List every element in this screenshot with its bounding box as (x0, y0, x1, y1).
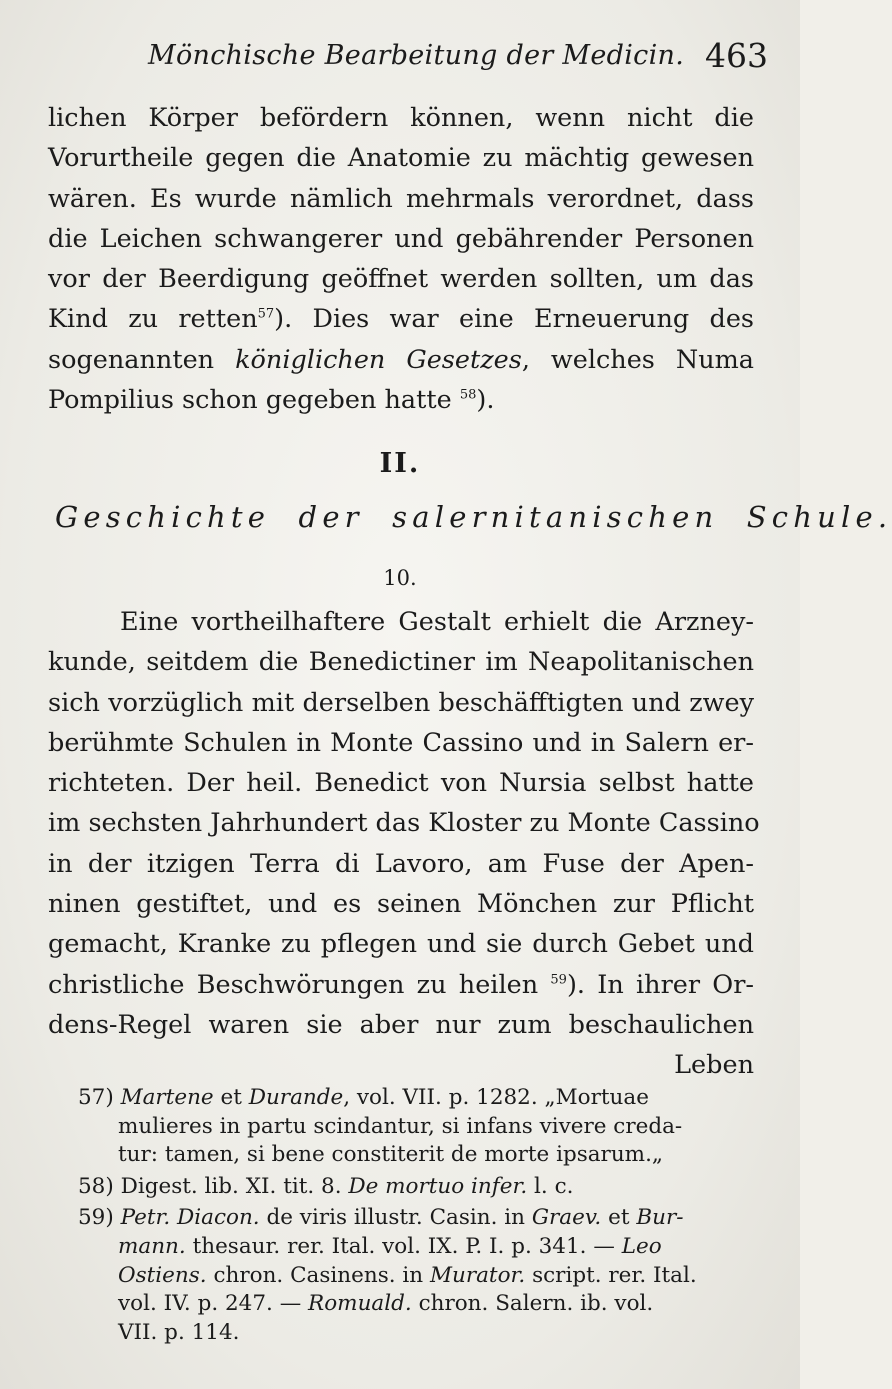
author-name: Romuald. (308, 1291, 412, 1317)
footnote-line: mulieres in partu scindantur, si infans vivere creda- (118, 1113, 683, 1139)
text-line: Eine vortheilhaftere Gestalt erhielt die Arzney- (120, 607, 754, 637)
footnote-line (78, 1084, 754, 1113)
author-name: Petr. Diacon. (120, 1205, 260, 1231)
text-segment: de viris illustr. Casin. in (266, 1205, 525, 1231)
text-segment: . (486, 385, 495, 416)
text-line: gemacht, Kranke zu pflegen und sie durch Gebet und (48, 929, 754, 960)
footnote-number: 58) (78, 1173, 114, 1199)
running-header (148, 36, 768, 86)
text-segment: l. c. (534, 1173, 574, 1199)
footnote-57 (78, 1084, 754, 1170)
running-title: Mönchische Bearbeitung der Medicin. (148, 40, 685, 71)
paragraph-number: 10. (383, 566, 417, 590)
footnote-line (78, 1204, 754, 1233)
text-line: kunde, seitdem die Benedictiner im Neapolitanischen (48, 647, 754, 678)
text-segment: et (220, 1085, 242, 1110)
footnote-line (78, 1233, 754, 1262)
footnote-58 (78, 1173, 754, 1202)
text-segment: thesaur. rer. Ital. vol. IX. P. I. p. 341. — (192, 1233, 615, 1259)
text-line: Vorurtheile gegen die Anatomie zu mächtig gewesen (48, 143, 754, 174)
footnote-line: tur: tamen, si bene constiterit de morte ipsarum.„ (118, 1142, 664, 1168)
text-line: Pompilius schon gegeben hatte $^{58}$). (48, 385, 495, 416)
text-line: richteten. Der heil. Benedict von Nursia selbst hatte (48, 768, 754, 799)
text-line: vor der Beerdigung geöffnet werden sollten, um das (48, 264, 754, 295)
emphasis-text: königlichen Gesetzes (235, 344, 522, 375)
text-segment: . In ihrer Or- (576, 969, 755, 1000)
footnote-number: 59) (78, 1205, 114, 1231)
text-line: sich vorzüglich mit derselben beschäfftigten und zwey (48, 687, 754, 718)
text-segment: Pompilius schon gegeben hatte (48, 385, 452, 416)
footnote-ref-59: 59 (550, 972, 567, 988)
section-title: Geschichte der salernitanischen Schule. (55, 500, 892, 534)
work-title: De mortuo infer. (348, 1173, 528, 1199)
author-name: mann. (118, 1233, 186, 1259)
text-line (48, 340, 754, 380)
footnote-59 (78, 1204, 754, 1347)
text-line: Kind zu retten$^{57}$). Dies war eine Erneuerung des (48, 304, 754, 335)
text-segment: , vol. VII. p. 1282. „Mortuae (343, 1085, 649, 1110)
text-line: wären. Es wurde nämlich mehrmals verordnet, dass (48, 183, 754, 214)
footnotes (78, 1084, 754, 1350)
footnote-line (78, 1290, 754, 1319)
text-line: im sechsten Jahrhundert das Kloster zu Monte Cassino (48, 808, 760, 839)
text-block-top (48, 98, 754, 420)
author-name: Leo (621, 1233, 662, 1259)
text-line: lichen Körper befördern können, wenn nicht die (48, 103, 754, 133)
author-name: Martene (120, 1085, 214, 1110)
text-segment: Kind zu retten (48, 304, 258, 335)
text-line: ninen gestiftet, und es seinen Mönchen zur Pflicht (48, 889, 754, 920)
footnote-ref-58: 58 (459, 387, 477, 403)
footnote-ref-57: 57 (257, 306, 275, 322)
text-segment: christliche Beschwörungen zu heilen (48, 969, 539, 1000)
text-line: in der itzigen Terra di Lavoro, am Fuse der Apen- (48, 848, 754, 879)
text-segment: script. rer. Ital. (532, 1262, 697, 1288)
author-name: Murator. (429, 1262, 526, 1288)
text-segment: sogenannten (48, 344, 215, 375)
footnote-number: 57) (78, 1085, 114, 1110)
footnote-line (78, 1173, 754, 1202)
author-name: Bur- (636, 1205, 684, 1231)
footnote-line: VII. p. 114. (118, 1319, 240, 1345)
catchword: Leben (674, 1050, 754, 1081)
text-segment: chron. Casinens. in (213, 1262, 424, 1288)
section-number: II. (379, 448, 421, 479)
text-segment: . Dies war eine Erneuerung des (284, 304, 754, 335)
text-line: christliche Beschwörungen zu heilen $^{59}$). In ihrer Or- (48, 969, 755, 1000)
text-line: berühmte Schulen in Monte Cassino und in Salern er- (48, 727, 754, 758)
text-segment: chron. Salern. ib. vol. (418, 1291, 654, 1317)
text-segment: Digest. lib. XI. tit. 8. (120, 1173, 342, 1199)
page-number: 463 (705, 36, 768, 75)
text-block-main (48, 602, 760, 1086)
footnote-line (78, 1262, 754, 1291)
author-name: Graev. (531, 1205, 602, 1231)
author-name: Ostiens. (118, 1262, 207, 1288)
text-line: die Leichen schwangerer und gebährender Personen (48, 223, 754, 254)
text-segment: , welches Numa (521, 344, 754, 375)
text-line: dens-Regel waren sie aber nur zum beschaulichen (48, 1009, 754, 1040)
text-segment: et (608, 1205, 630, 1231)
author-name: Durande (248, 1085, 344, 1110)
text-segment: vol. IV. p. 247. — (118, 1291, 302, 1317)
